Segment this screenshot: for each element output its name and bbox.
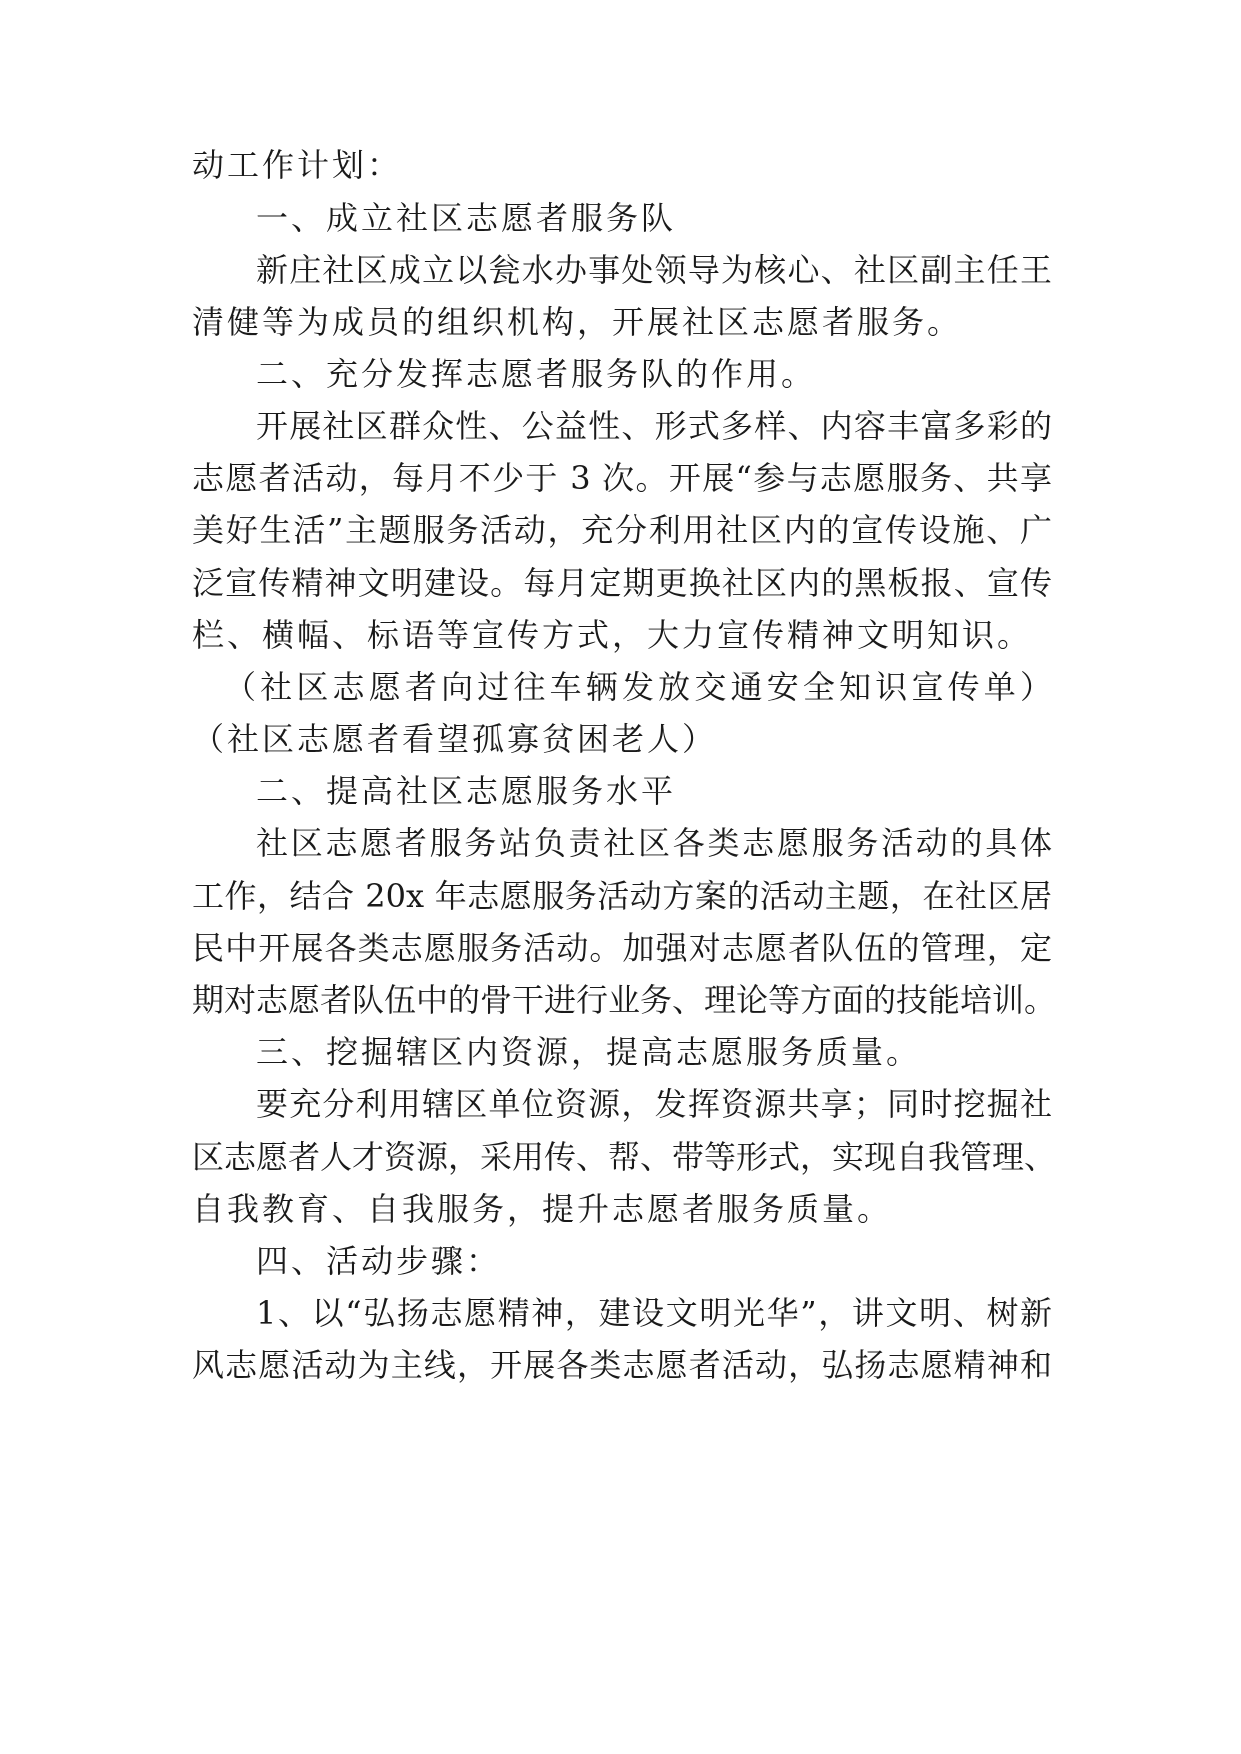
photo-caption: （社区志愿者看望孤寡贫困老人）: [192, 720, 718, 758]
text-line: 清健等为成员的组织机构，开展社区志愿者服务。: [192, 303, 963, 341]
text-line: 新庄社区成立以瓮水办事处领导为核心、社区副主任王: [256, 251, 1052, 289]
text-line: 风志愿活动为主线，开展各类志愿者活动，弘扬志愿精神和: [192, 1346, 1052, 1384]
text-line: 动工作计划：: [192, 146, 403, 184]
text-line: 自我教育、自我服务，提升志愿者服务质量。: [192, 1190, 893, 1228]
section-heading: 四、活动步骤：: [256, 1242, 502, 1280]
text-line: 工作，结合 20x 年志愿服务活动方案的活动主题，在社区居: [192, 877, 1052, 915]
text-line: 1、以“弘扬志愿精神，建设文明光华”，讲文明、树新: [256, 1294, 1052, 1332]
photo-caption: （社区志愿者向过往车辆发放交通安全知识宣传单）: [224, 668, 1052, 706]
text-line: 期对志愿者队伍中的骨干进行业务、理论等方面的技能培训。: [192, 981, 1057, 1019]
text-line: 区志愿者人才资源，采用传、帮、带等形式，实现自我管理、: [192, 1138, 1057, 1176]
section-heading: 一、成立社区志愿者服务队: [256, 199, 677, 237]
text-line: 社区志愿者服务站负责社区各类志愿服务活动的具体: [256, 824, 1052, 862]
section-heading: 二、提高社区志愿服务水平: [256, 772, 677, 810]
text-line: 志愿者活动，每月不少于 3 次。开展“参与志愿服务、共享: [192, 459, 1052, 497]
text-line: 要充分利用辖区单位资源，发挥资源共享；同时挖掘社: [256, 1085, 1052, 1123]
text-line: 开展社区群众性、公益性、形式多样、内容丰富多彩的: [256, 407, 1052, 445]
section-heading: 三、挖掘辖区内资源，提高志愿服务质量。: [256, 1033, 922, 1071]
text-line: 民中开展各类志愿服务活动。加强对志愿者队伍的管理，定: [192, 929, 1052, 967]
text-line: 栏、横幅、标语等宣传方式，大力宣传精神文明知识。: [192, 616, 1033, 654]
text-line: 泛宣传精神文明建设。每月定期更换社区内的黑板报、宣传: [192, 564, 1052, 602]
text-line: 美好生活”主题服务活动，充分利用社区内的宣传设施、广: [192, 511, 1052, 549]
section-heading: 二、充分发挥志愿者服务队的作用。: [256, 355, 817, 393]
